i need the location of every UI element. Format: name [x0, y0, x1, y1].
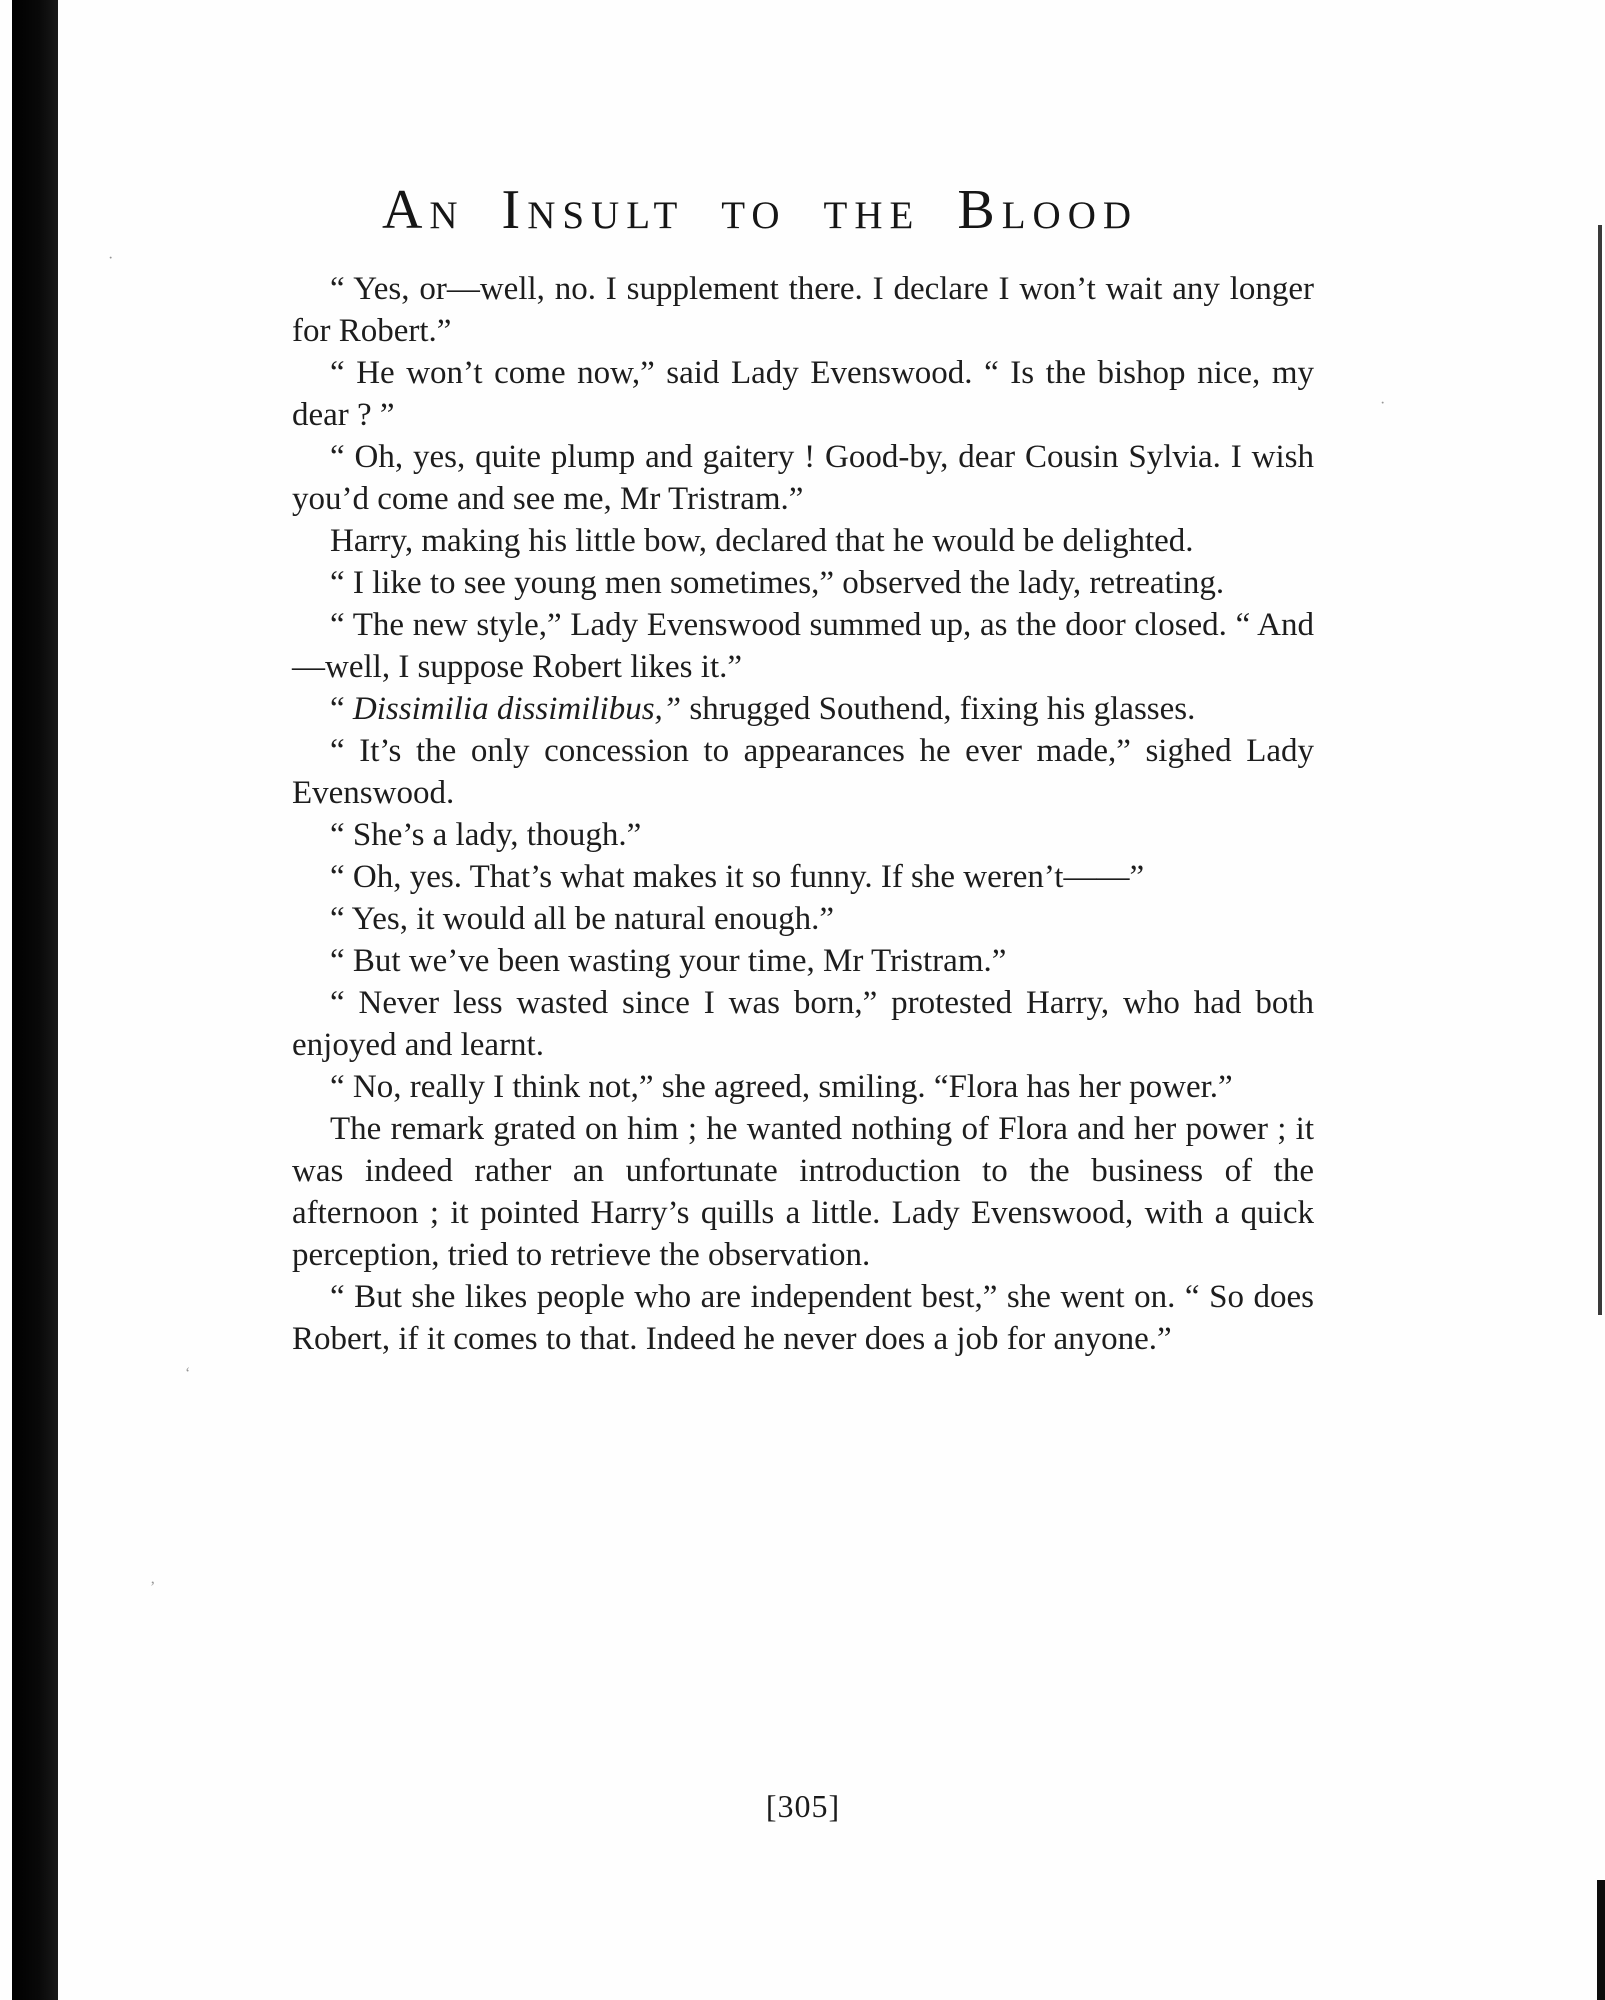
paragraph [292, 898, 1314, 940]
paragraph [292, 268, 1314, 352]
scan-speck: · [108, 250, 114, 267]
right-edge-line-bottom [1597, 1880, 1605, 2000]
paragraph [292, 814, 1314, 856]
text-segment: “ He won’t come now,” said Lady Evenswood. “ Is the bishop nice, my dear ? ” [292, 355, 1314, 433]
scan-speck: · [1380, 395, 1386, 412]
paragraph [292, 1108, 1314, 1276]
right-edge-line [1598, 225, 1602, 1315]
paragraph [292, 940, 1314, 982]
text-segment: “ Oh, yes, quite plump and gaitery ! Good-by, dear Cousin Sylvia. I wish you’d come and see me, Mr Tristram.” [292, 439, 1314, 517]
text-segment: Dissimilia dissimilibus,” [352, 691, 682, 727]
paragraph [292, 604, 1314, 688]
text-segment: “ The new style,” Lady Evenswood summed up, as the door closed. “ And—well, I suppose Robert likes it.” [292, 607, 1314, 685]
paragraph [292, 730, 1314, 814]
paragraph [292, 1066, 1314, 1108]
scan-speck: ʻ [185, 1365, 191, 1382]
text-segment: “ No, really I think not,” she agreed, smiling. “Flora has her power.” [330, 1069, 1233, 1105]
page-body [292, 268, 1314, 1360]
paragraph [292, 520, 1314, 562]
scan-speck: ‚ [150, 1570, 156, 1587]
text-segment: “ But she likes people who are independent best,” she went on. “ So does Robert, if it comes to that. Indeed he never does a job for anyone.” [292, 1279, 1314, 1357]
text-segment: “ I like to see young men sometimes,” observed the lady, retreating. [330, 565, 1225, 601]
paragraph [292, 352, 1314, 436]
page-number: [305] [765, 1788, 841, 1824]
text-segment: Harry, making his little bow, declared that he would be delighted. [330, 523, 1194, 559]
paragraph [292, 982, 1314, 1066]
text-segment: shrugged Southend, fixing his glasses. [681, 691, 1196, 727]
text-segment: “ Yes, or—well, no. I supplement there. I declare I won’t wait any longer for Robert.” [292, 271, 1314, 349]
page-title: An Insult to the Blood [381, 179, 1139, 241]
text-segment: “ Oh, yes. That’s what makes it so funny. If she weren’t——” [330, 859, 1145, 895]
text-segment: “ Yes, it would all be natural enough.” [330, 901, 835, 937]
text-segment: “ It’s the only concession to appearances he ever made,” sighed Lady Evenswood. [292, 733, 1314, 811]
left-binding-bar [12, 0, 58, 2000]
paragraph [292, 436, 1314, 520]
text-segment: The remark grated on him ; he wanted nothing of Flora and her power ; it was indeed rather an unfortunate introduction to the business of the afternoon ; it pointed Harry’s quills a little. Lady Evenswood, with a quick perception, tried to retrieve the observation. [292, 1111, 1314, 1273]
paragraph [292, 856, 1314, 898]
paragraph [292, 562, 1314, 604]
text-segment: “ But we’ve been wasting your time, Mr Tristram.” [330, 943, 1007, 979]
paragraph [292, 688, 1314, 730]
text-segment: “ [330, 691, 353, 727]
text-segment: “ She’s a lady, though.” [330, 817, 642, 853]
text-segment: “ Never less wasted since I was born,” protested Harry, who had both enjoyed and learnt. [292, 985, 1314, 1063]
paragraph [292, 1276, 1314, 1360]
